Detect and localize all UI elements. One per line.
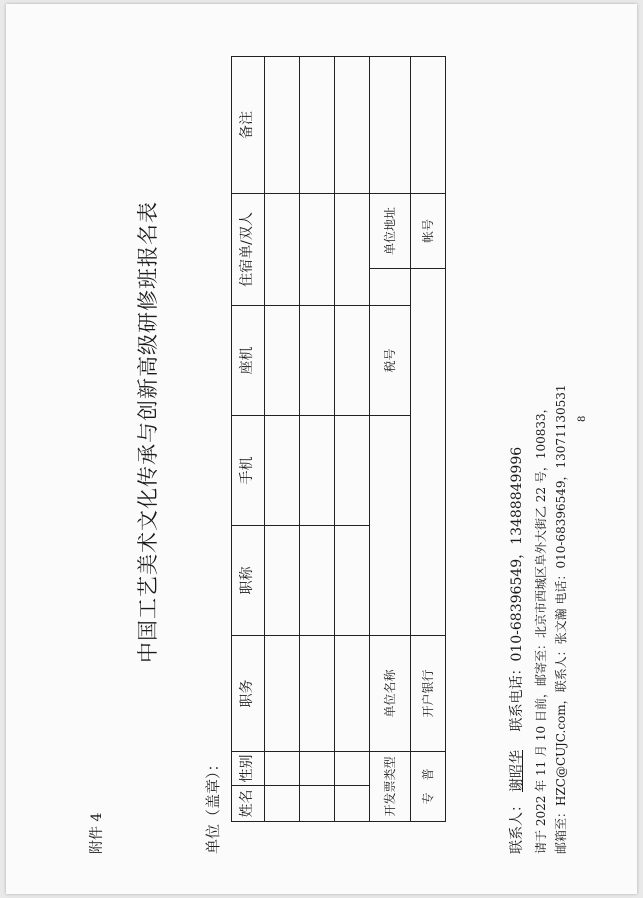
table-row [300, 57, 335, 822]
contact-phone-label: 联系电话： [509, 661, 525, 732]
cell[interactable] [300, 416, 335, 526]
attachment-label: 附件 4 [89, 812, 105, 854]
unit-stamp-label: 单位（盖章）： [204, 756, 222, 854]
invoice-type-label: 开发票类型 [370, 752, 411, 822]
cell[interactable] [335, 786, 370, 822]
cell[interactable] [300, 636, 335, 752]
header-position: 职务 [232, 636, 265, 752]
document-page [6, 4, 637, 894]
cell[interactable] [265, 194, 300, 306]
header-landline: 座机 [232, 306, 265, 416]
cell[interactable] [265, 752, 300, 786]
invoice-row [370, 57, 411, 822]
bank-row [411, 57, 446, 822]
contact-line [506, 447, 526, 854]
registration-table [231, 56, 446, 822]
unit-address-field[interactable] [370, 57, 411, 194]
contact-person-label: 联系人： [509, 798, 525, 854]
unit-name-label: 单位名称 [370, 636, 411, 752]
cell[interactable] [265, 57, 300, 194]
rotated-form-content [34, 2, 594, 862]
cell[interactable] [335, 752, 370, 786]
cell[interactable] [300, 752, 335, 786]
cell[interactable] [265, 786, 300, 822]
header-remarks: 备注 [232, 57, 265, 194]
cell[interactable] [335, 636, 370, 752]
cell[interactable] [335, 306, 370, 416]
bank-label: 开户银行 [411, 636, 446, 752]
cell[interactable] [300, 526, 335, 636]
cell[interactable] [335, 57, 370, 194]
table-row [265, 57, 300, 822]
header-name: 姓名 [232, 786, 265, 822]
cell[interactable] [335, 194, 370, 306]
cell[interactable] [300, 57, 335, 194]
tax-number-field[interactable] [370, 269, 411, 306]
header-room-type: 住宿单/双人 [232, 194, 265, 306]
cell[interactable] [265, 306, 300, 416]
cell[interactable] [335, 416, 370, 526]
cell[interactable] [265, 636, 300, 752]
cell[interactable] [265, 526, 300, 636]
page-number: 8 [577, 415, 588, 422]
special-general-label: 专 普 [411, 752, 446, 822]
account-field[interactable] [411, 57, 446, 194]
tax-number-label: 税号 [370, 306, 411, 416]
unit-address-label: 单位地址 [370, 194, 411, 269]
submission-note-line2: 邮箱至：HZC@CUJC.com，联系人：张文瀚 电话：010-68396549，13071130531 [554, 384, 568, 854]
account-label: 帐号 [411, 194, 446, 269]
cell[interactable] [265, 416, 300, 526]
cell[interactable] [335, 526, 370, 636]
cell[interactable] [300, 194, 335, 306]
cell[interactable] [300, 306, 335, 416]
cell[interactable] [300, 786, 335, 822]
contact-phone: 010-68396549，13488849996 [509, 446, 525, 662]
unit-name-field[interactable] [370, 416, 411, 636]
submission-note-line1: 请于 2022 年 11 月 10 日前，邮寄至：北京市西城区阜外大街乙 22 号，100833， [534, 401, 548, 854]
bank-field[interactable] [411, 269, 446, 636]
contact-person: 谢昭华 [509, 750, 525, 792]
header-mobile: 手机 [232, 416, 265, 526]
table-row [335, 57, 370, 822]
header-title: 职称 [232, 526, 265, 636]
header-row [232, 57, 265, 822]
header-gender: 性别 [232, 752, 265, 786]
form-title: 中国工艺美术文化传承与创新高级研修班报名表 [136, 201, 160, 663]
